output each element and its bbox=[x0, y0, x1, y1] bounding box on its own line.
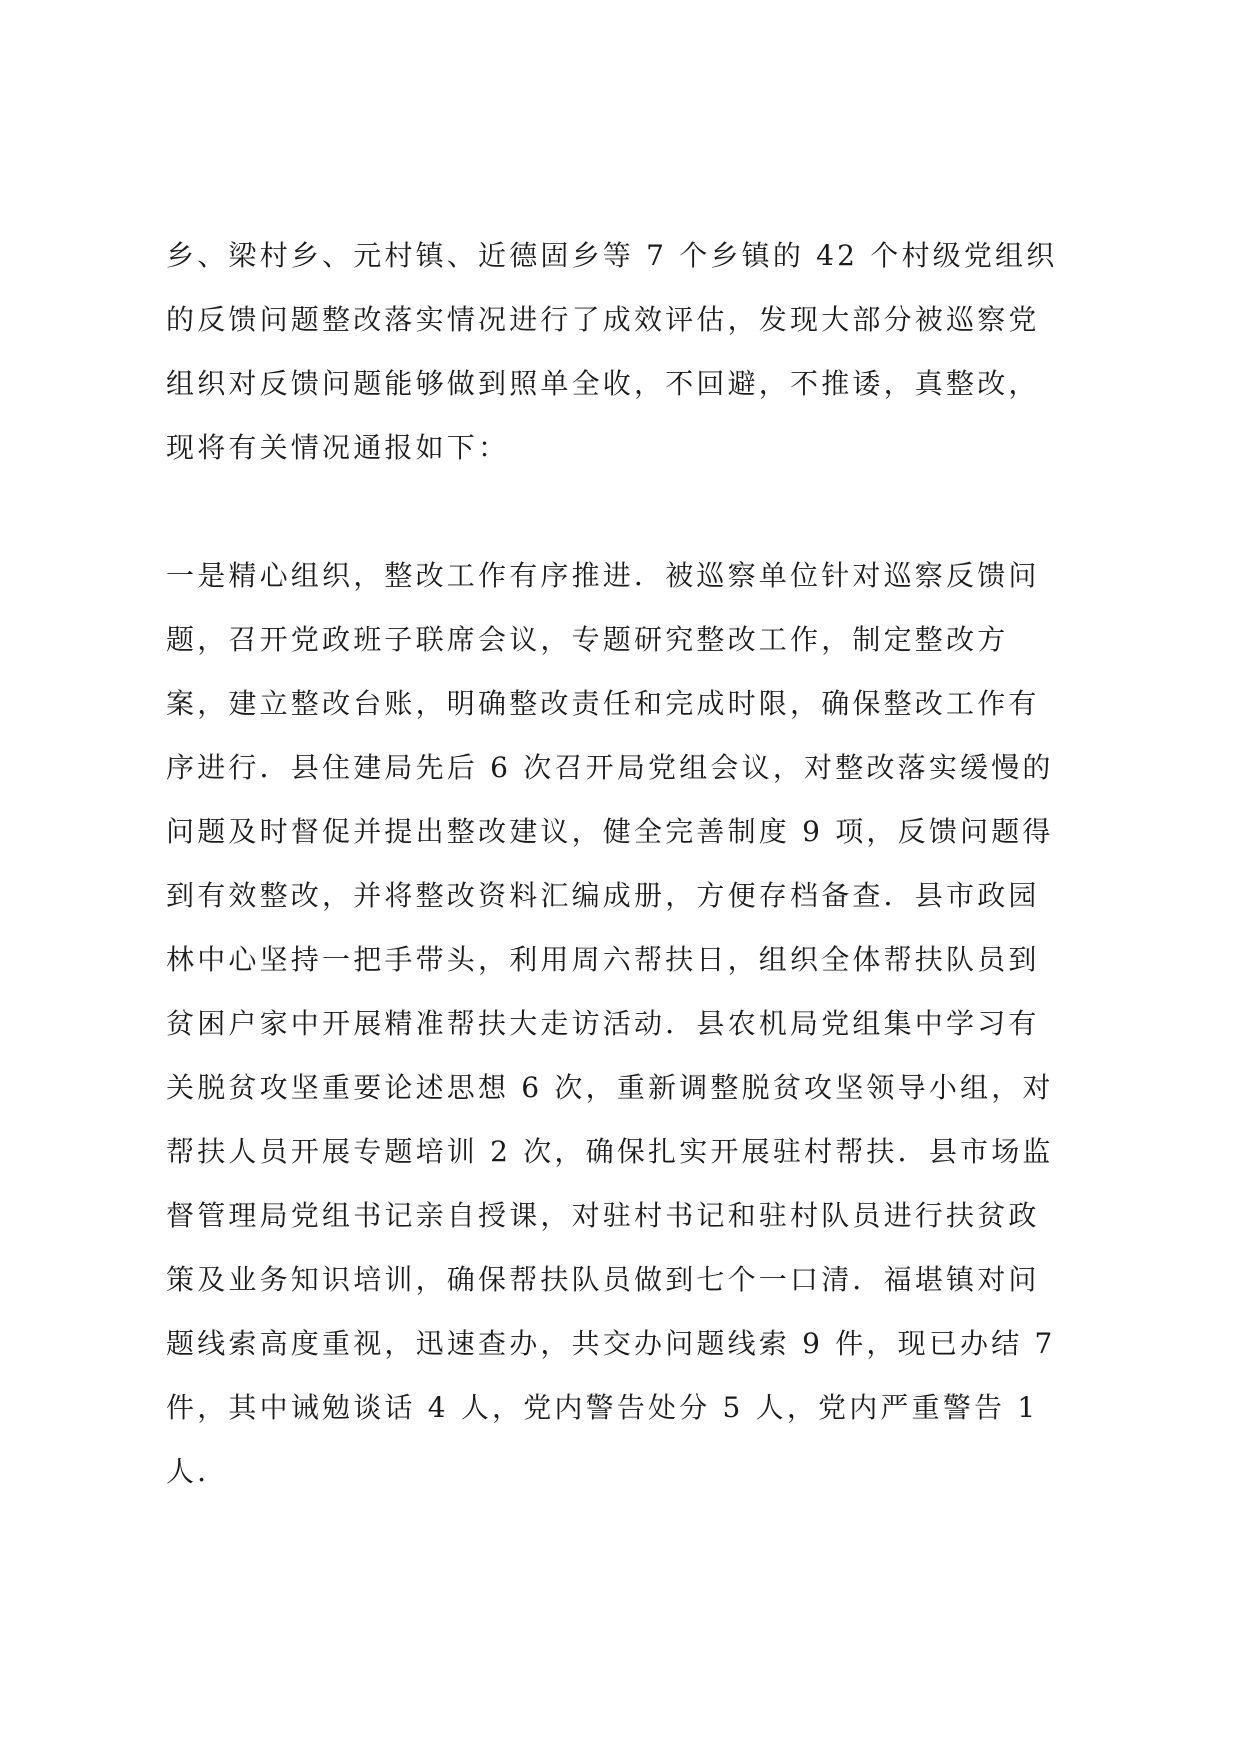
text-line: 关脱贫攻坚重要论述思想 6 次，重新调整脱贫攻坚领导小组，对 bbox=[166, 1071, 1054, 1104]
text-line: 帮扶人员开展专题培训 2 次，确保扎实开展驻村帮扶．县市场监 bbox=[166, 1135, 1054, 1168]
text-line: 现将有关情况通报如下： bbox=[166, 431, 510, 464]
text-line: 组织对反馈问题能够做到照单全收，不回避，不推诿，真整改， bbox=[166, 367, 1040, 400]
text-line: 林中心坚持一把手带头，利用周六帮扶日，组织全体帮扶队员到 bbox=[166, 943, 1040, 976]
text-line: 到有效整改，并将整改资料汇编成册，方便存档备查．县市政园 bbox=[166, 879, 1040, 912]
text-line: 策及业务知识培训，确保帮扶队员做到七个一口清．福堪镇对问 bbox=[166, 1263, 1040, 1296]
text-line: 问题及时督促并提出整改建议，健全完善制度 9 项，反馈问题得 bbox=[166, 815, 1054, 848]
text-line: 题，召开党政班子联席会议，专题研究整改工作，制定整改方 bbox=[166, 623, 1009, 656]
text-line: 案，建立整改台账，明确整改责任和完成时限，确保整改工作有 bbox=[166, 687, 1040, 720]
paragraph-intro bbox=[166, 224, 1086, 480]
text-line: 题线索高度重视，迅速查办，共交办问题线索 9 件，现已办结 7 bbox=[166, 1327, 1056, 1360]
text-line: 乡、梁村乡、元村镇、近德固乡等 7 个乡镇的 42 个村级党组织 bbox=[166, 239, 1058, 272]
paragraph-organization bbox=[166, 544, 1086, 1504]
text-line: 人． bbox=[166, 1455, 229, 1488]
text-line: 一是精心组织，整改工作有序推进．被巡察单位针对巡察反馈问 bbox=[166, 559, 1040, 592]
text-line: 的反馈问题整改落实情况进行了成效评估，发现大部分被巡察党 bbox=[166, 303, 1040, 336]
text-line: 贫困户家中开展精准帮扶大走访活动．县农机局党组集中学习有 bbox=[166, 1007, 1040, 1040]
text-line: 督管理局党组书记亲自授课，对驻村书记和驻村队员进行扶贫政 bbox=[166, 1199, 1040, 1232]
text-line: 件，其中诫勉谈话 4 人，党内警告处分 5 人，党内严重警告 1 bbox=[166, 1391, 1039, 1424]
text-line: 序进行．县住建局先后 6 次召开局党组会议，对整改落实缓慢的 bbox=[166, 751, 1054, 784]
